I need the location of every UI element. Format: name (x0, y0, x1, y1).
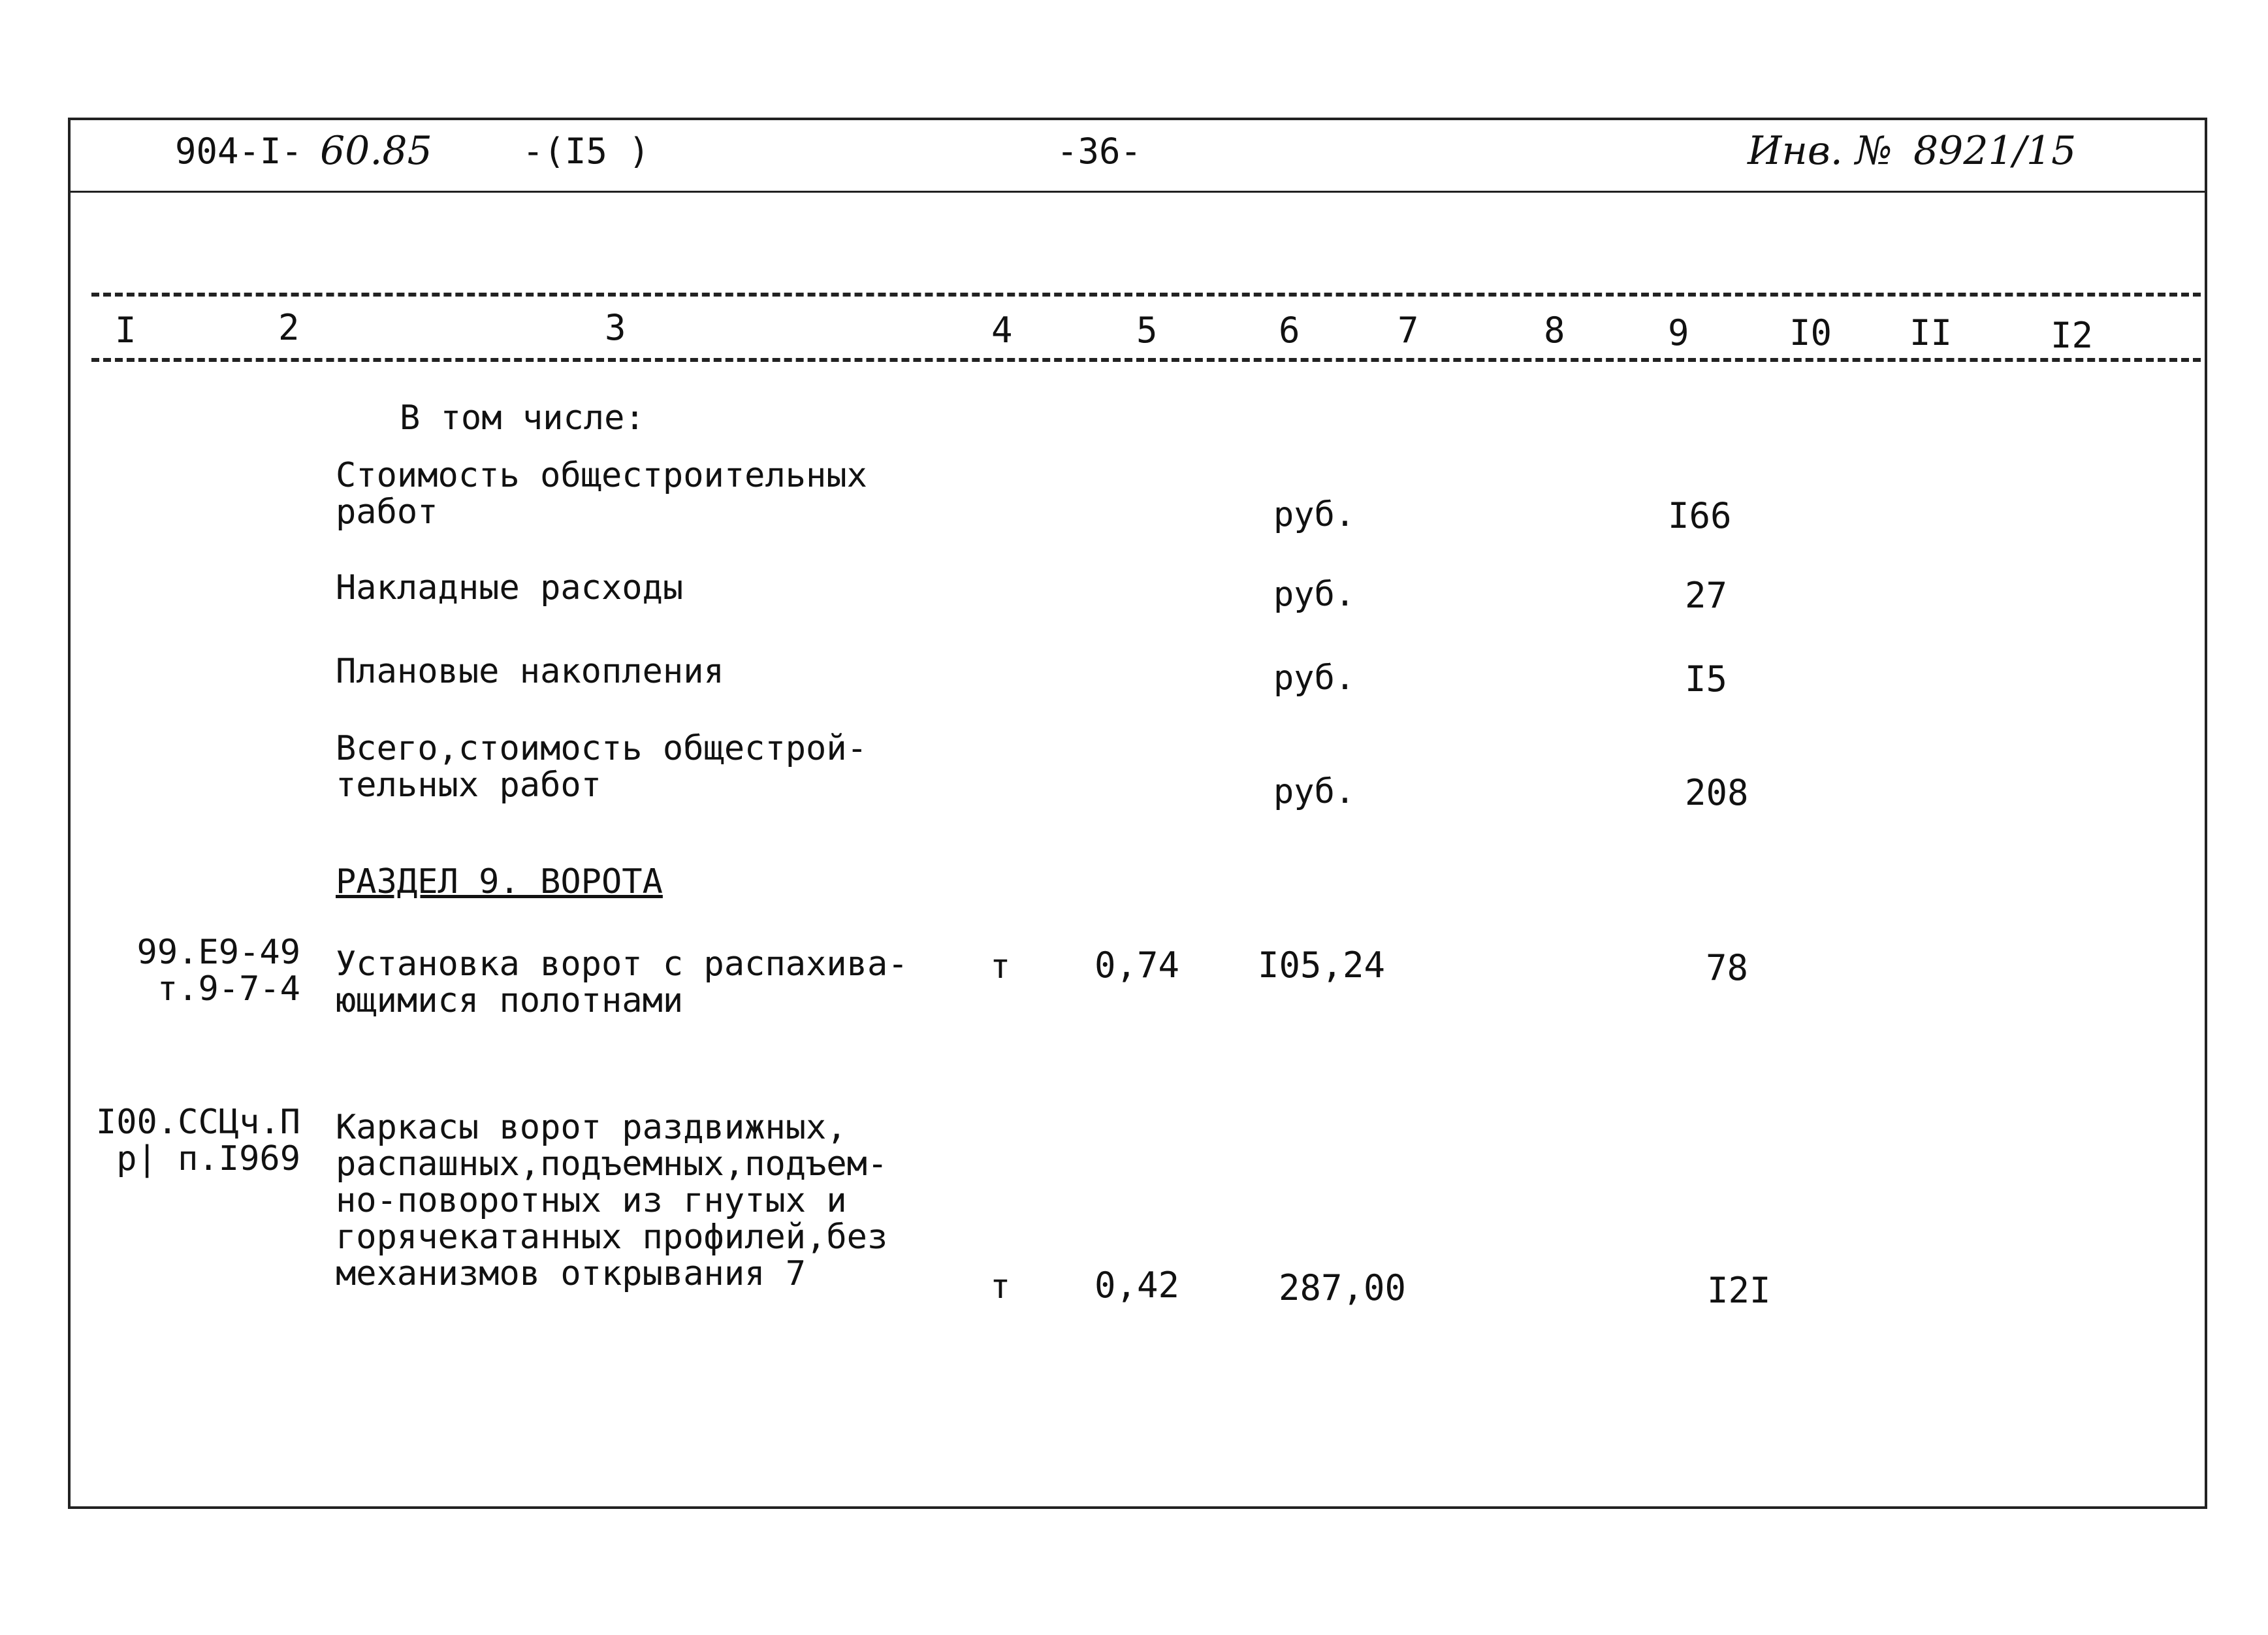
column-5: 5 (1136, 310, 1158, 351)
subtotal-value: I66 (1668, 495, 1732, 536)
column-3: 3 (605, 307, 626, 348)
item-name: Установка ворот с распахива- ющимися полотнами (336, 945, 908, 1020)
subtotal-unit: руб. (1273, 772, 1356, 811)
column-2: 2 (278, 307, 300, 348)
column-6: 6 (1279, 310, 1300, 351)
page-number: -36- (1057, 131, 1142, 172)
subtotal-heading: В том числе: (400, 398, 645, 438)
item-reference: I00.ССЦч.П р| п.I969 (95, 1103, 300, 1178)
subtotal-value: I5 (1685, 658, 1728, 700)
column-7: 7 (1398, 310, 1419, 351)
item-unit: т (990, 1267, 1011, 1306)
item-reference: 99.Е9-49 т.9-7-4 (136, 933, 300, 1009)
inventory-number: 8921/15 (1913, 128, 2077, 174)
subtotal-unit: руб. (1273, 658, 1356, 698)
column-9: 9 (1668, 312, 1689, 353)
column-header-bottom-rule (91, 358, 2201, 362)
subtotal-name: Плановые накопления (336, 652, 724, 691)
item-unit: т (990, 947, 1011, 986)
item-total: I2I (1707, 1270, 1771, 1311)
inventory-label: Инв. № (1748, 128, 1893, 174)
column-11: II (1909, 312, 1953, 353)
subtotal-unit: руб. (1273, 575, 1356, 614)
series-handwritten: 60.85 (320, 128, 432, 174)
item-total: 78 (1706, 947, 1749, 988)
column-header-top-rule (91, 293, 2201, 297)
column-8: 8 (1544, 310, 1565, 351)
subtotal-unit: руб. (1273, 495, 1356, 534)
item-name: Каркасы ворот раздвижных, распашных,подъемных,подъем- но-поворотных из гнутых и горячекатанных профилей,без механизмов открывания 7 (336, 1108, 888, 1293)
series-prefix: 904-I- (175, 131, 303, 172)
subtotal-value: 27 (1685, 575, 1728, 616)
section-title: РАЗДЕЛ 9. ВОРОТА (336, 862, 663, 901)
column-1: I (115, 310, 136, 351)
subtotal-name: Накладные расходы (336, 568, 684, 607)
subtotal-name: Стоимость общестроительных работ (336, 456, 867, 532)
item-quantity: 0,42 (1094, 1265, 1180, 1306)
column-10: I0 (1789, 312, 1832, 353)
header-divider (71, 191, 2205, 193)
series-suffix: -(I5 ) (522, 131, 650, 172)
subtotal-value: 208 (1685, 772, 1749, 813)
column-4: 4 (991, 310, 1013, 351)
item-unit-price: 287,00 (1279, 1267, 1407, 1308)
column-12: I2 (2051, 315, 2094, 356)
item-unit-price: I05,24 (1258, 945, 1386, 986)
item-quantity: 0,74 (1094, 945, 1180, 986)
subtotal-name: Всего,стоимость общестрой- тельных работ (336, 729, 867, 805)
